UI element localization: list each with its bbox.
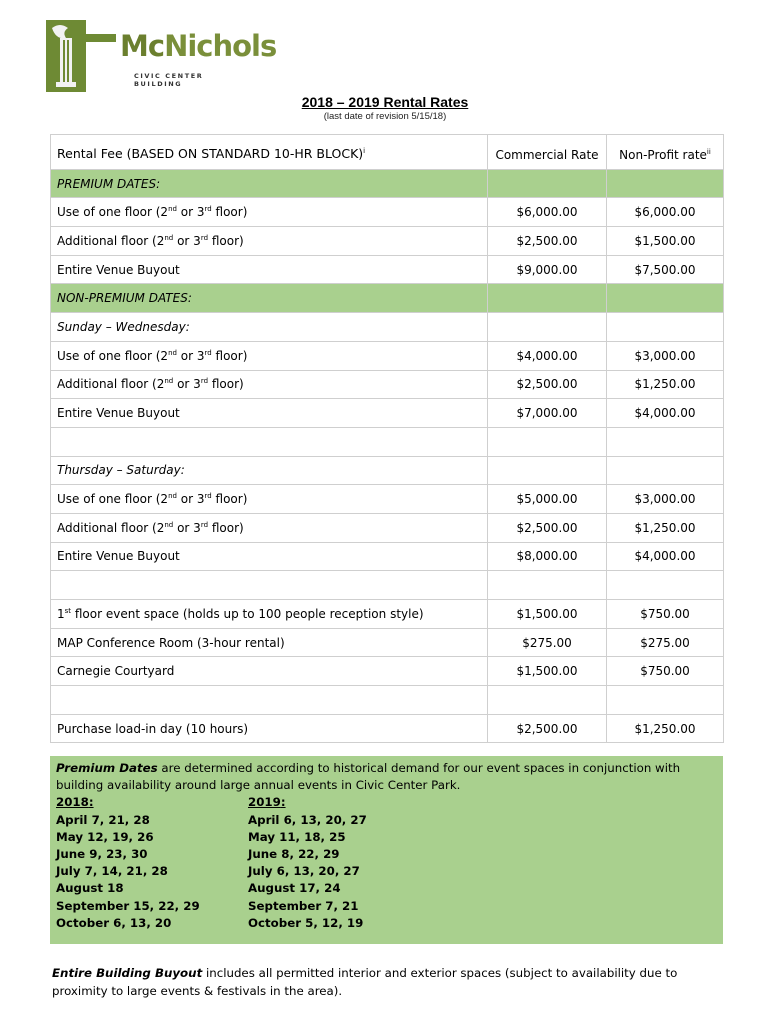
table-row [51,198,724,227]
table-row [51,255,724,284]
nonprofit-rate: $1,500.00 [607,227,724,256]
table-row [51,600,724,629]
sun-wed-rows [51,341,724,427]
commercial-rate: $4,000.00 [488,341,607,370]
commercial-rate: $9,000.00 [488,255,607,284]
section-heading: PREMIUM DATES: [51,169,488,198]
year-2019: 2019: [248,795,286,810]
commercial-rate: $2,500.00 [488,513,607,542]
rate-label: Purchase load-in day (10 hours) [51,714,488,743]
premium-dates-note [50,756,723,944]
table-row [51,657,724,686]
nonprofit-rate: $750.00 [607,600,724,629]
thu-sat-heading-row [51,456,724,485]
table-row [51,513,724,542]
column-logo-icon [46,20,116,92]
nonprofit-rate: $6,000.00 [607,198,724,227]
rate-label: Entire Venue Buyout [51,255,488,284]
year-2018: 2018: [56,795,94,810]
rate-label: Carnegie Courtyard [51,657,488,686]
page-title: 2018 – 2019 Rental Rates [301,94,469,110]
blank-row [51,686,724,715]
note-lead: Premium Dates [56,761,158,775]
blank-row [51,571,724,600]
table-row [51,227,724,256]
premium-date-item: July 7, 14, 21, 28 [56,864,168,879]
rate-label: Additional floor (2nd or 3rd floor) [51,370,488,399]
premium-date-item: June 9, 23, 30 [56,847,148,862]
rental-rates-table [50,134,724,743]
rate-label: 1st floor event space (holds up to 100 people reception style) [51,600,488,629]
sun-wed-heading-row [51,313,724,342]
premium-dates-heading-row [51,169,724,198]
nonprofit-rate: $4,000.00 [607,399,724,428]
rate-label: MAP Conference Room (3-hour rental) [51,628,488,657]
table-row [51,485,724,514]
rate-label: Use of one floor (2nd or 3rd floor) [51,485,488,514]
table-row [51,542,724,571]
blank-row [51,427,724,456]
commercial-rate: $8,000.00 [488,542,607,571]
table-header-row [51,135,724,170]
commercial-rate: $1,500.00 [488,657,607,686]
premium-date-item: April 6, 13, 20, 27 [248,812,367,827]
rate-label: Entire Venue Buyout [51,399,488,428]
commercial-rate: $5,000.00 [488,485,607,514]
premium-date-item: September 7, 21 [248,898,359,913]
buyout-lead: Entire Building Buyout [52,966,203,980]
premium-date-item: June 8, 22, 29 [248,847,340,862]
nonprofit-rate: $4,000.00 [607,542,724,571]
commercial-rate: $275.00 [488,628,607,657]
commercial-rate: $2,500.00 [488,370,607,399]
loadin-row [51,714,724,743]
nonprofit-rate: $275.00 [607,628,724,657]
rate-label: Entire Venue Buyout [51,542,488,571]
premium-date-item: October 6, 13, 20 [56,915,172,930]
subsection-heading: Sunday – Wednesday: [51,313,488,342]
premium-date-item: July 6, 13, 20, 27 [248,864,360,879]
nonprofit-rate: $3,000.00 [607,341,724,370]
premium-date-item: October 5, 12, 19 [248,915,364,930]
commercial-rate: $1,500.00 [488,600,607,629]
rate-label: Use of one floor (2nd or 3rd floor) [51,198,488,227]
section-heading: NON-PREMIUM DATES: [51,284,488,313]
table-row [51,628,724,657]
table-row [51,399,724,428]
commercial-rate: $2,500.00 [488,227,607,256]
dates-2019 [248,794,367,932]
premium-date-item: April 7, 21, 28 [56,812,150,827]
premium-rows [51,198,724,284]
rate-label: Additional floor (2nd or 3rd floor) [51,513,488,542]
nonprofit-rate: $1,250.00 [607,714,724,743]
premium-date-item: August 17, 24 [248,881,341,896]
logo-wordmark: McNichols [120,29,277,63]
premium-date-item: May 11, 18, 25 [248,829,346,844]
rate-label: Use of one floor (2nd or 3rd floor) [51,341,488,370]
subsection-heading: Thursday – Saturday: [51,456,488,485]
other-space-rows [51,600,724,686]
dates-2018 [56,794,200,932]
commercial-rate: $2,500.00 [488,714,607,743]
note-text: are determined according to historical demand for our event spaces in conjunction with building availability around large annual events in Civic Center Park. [56,761,681,793]
logo-subtitle: CIVIC CENTER BUILDING [134,72,204,88]
premium-date-item: September 15, 22, 29 [56,898,200,913]
revision-date: (last date of revision 5/15/18) [323,111,447,122]
nonprofit-rate: $1,250.00 [607,513,724,542]
buyout-note [52,965,732,1000]
nonpremium-dates-heading-row [51,284,724,313]
thu-sat-rows [51,485,724,571]
premium-date-item: August 18 [56,881,124,896]
table-row [51,370,724,399]
nonprofit-rate-header: Non-Profit rate$^{ii}$ [607,135,724,170]
premium-date-item: May 12, 19, 26 [56,829,154,844]
commercial-rate-header: Commercial Rate [488,135,607,170]
table-row [51,341,724,370]
nonprofit-rate: $3,000.00 [607,485,724,514]
rental-fee-header: Rental Fee (BASED ON STANDARD 10-HR BLOCK)$^i$ [51,135,488,170]
nonprofit-rate: $7,500.00 [607,255,724,284]
nonprofit-rate: $1,250.00 [607,370,724,399]
logo [46,20,277,92]
premium-dates-list [56,794,717,934]
commercial-rate: $6,000.00 [488,198,607,227]
nonprofit-rate: $750.00 [607,657,724,686]
rate-label: Additional floor (2nd or 3rd floor) [51,227,488,256]
commercial-rate: $7,000.00 [488,399,607,428]
buyout-text: includes all permitted interior and exterior spaces (subject to availability due to proximity to large events & festivals in the area). [52,966,678,998]
